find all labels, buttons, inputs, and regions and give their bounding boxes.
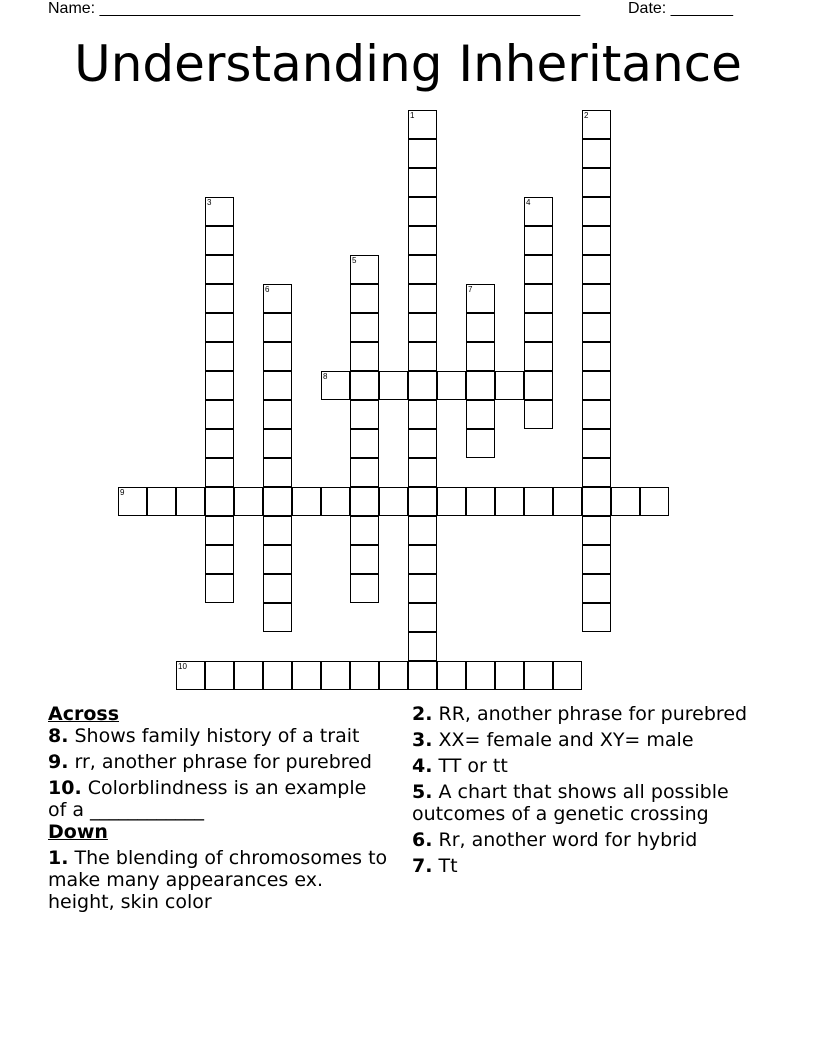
crossword-cell[interactable] [408, 661, 437, 690]
clue-down-1 [48, 847, 388, 913]
clue-across-9 [48, 751, 388, 773]
clue-text: TT or tt [438, 755, 508, 777]
crossword-cell[interactable] [321, 661, 350, 690]
clue-down-4 [412, 755, 757, 777]
clue-start-number: 9 [120, 488, 125, 497]
crossword-cell[interactable] [466, 429, 495, 458]
crossword-cell[interactable] [263, 371, 292, 400]
crossword-cell[interactable] [205, 487, 234, 516]
crossword-cell[interactable] [466, 400, 495, 429]
crossword-cell[interactable] [205, 429, 234, 458]
crossword-cell[interactable] [495, 487, 524, 516]
crossword-cell[interactable] [263, 574, 292, 603]
crossword-cell[interactable] [205, 255, 234, 284]
crossword-cell[interactable] [408, 255, 437, 284]
crossword-cell[interactable] [408, 313, 437, 342]
clue-across-10 [48, 777, 388, 821]
crossword-cell[interactable] [408, 197, 437, 226]
crossword-cell[interactable] [379, 661, 408, 690]
crossword-cell[interactable] [437, 661, 466, 690]
clue-text: Shows family history of a trait [74, 725, 360, 747]
crossword-cell[interactable] [582, 313, 611, 342]
crossword-cell[interactable] [466, 487, 495, 516]
page-title: Understanding Inheritance [74, 35, 742, 93]
crossword-cell[interactable] [205, 661, 234, 690]
crossword-cell[interactable] [553, 661, 582, 690]
crossword-cell[interactable] [408, 226, 437, 255]
crossword-cell[interactable] [582, 429, 611, 458]
crossword-cell[interactable] [582, 603, 611, 632]
crossword-cell[interactable] [350, 284, 379, 313]
crossword-cell[interactable] [263, 429, 292, 458]
crossword-cell[interactable] [350, 342, 379, 371]
crossword-cell[interactable] [408, 371, 437, 400]
crossword-cell[interactable] [408, 168, 437, 197]
clue-down-3 [412, 729, 757, 751]
crossword-cell[interactable] [263, 603, 292, 632]
crossword-cell[interactable] [379, 371, 408, 400]
clue-number: 5. [412, 781, 433, 803]
clue-text: RR, another phrase for purebred [438, 703, 748, 725]
crossword-cell[interactable] [234, 487, 263, 516]
clue-text: XX= female and XY= male [438, 729, 694, 751]
crossword-cell[interactable] [437, 487, 466, 516]
crossword-cell[interactable] [408, 574, 437, 603]
crossword-cell[interactable] [466, 661, 495, 690]
crossword-cell[interactable] [408, 632, 437, 661]
clue-text: A chart that shows all possible outcomes of a genetic crossing [412, 781, 729, 825]
crossword-cell[interactable] [408, 487, 437, 516]
clue-down-5 [412, 781, 757, 825]
crossword-cell[interactable] [582, 255, 611, 284]
clue-down-2 [412, 703, 757, 725]
crossword-cell[interactable] [205, 371, 234, 400]
crossword-cell[interactable] [582, 197, 611, 226]
clue-start-number: 7 [468, 285, 473, 294]
crossword-cell[interactable] [176, 487, 205, 516]
crossword-cell[interactable] [350, 545, 379, 574]
crossword-cell[interactable] [582, 458, 611, 487]
clue-number: 4. [412, 755, 433, 777]
crossword-cell[interactable] [205, 400, 234, 429]
crossword-cell[interactable] [263, 400, 292, 429]
crossword-cell[interactable] [350, 487, 379, 516]
clue-number: 8. [48, 725, 69, 747]
clues-right-column [412, 703, 757, 881]
crossword-cell[interactable] [263, 458, 292, 487]
crossword-cell[interactable] [292, 661, 321, 690]
clue-start-number: 1 [410, 111, 415, 120]
clue-text: The blending of chromosomes to make many appearances ex. height, skin color [48, 847, 388, 913]
date-field[interactable]: Date: _______ [628, 0, 733, 17]
crossword-cell[interactable] [205, 313, 234, 342]
crossword-cell[interactable] [350, 574, 379, 603]
crossword-cell[interactable] [205, 342, 234, 371]
crossword-cell[interactable] [350, 458, 379, 487]
crossword-cell[interactable] [582, 545, 611, 574]
crossword-cell[interactable] [408, 284, 437, 313]
crossword-cell[interactable] [147, 487, 176, 516]
across-heading: Across [48, 703, 120, 725]
crossword-cell[interactable] [205, 516, 234, 545]
clue-number: 10. [48, 777, 82, 799]
crossword-cell[interactable] [582, 371, 611, 400]
clue-start-number: 4 [526, 198, 531, 207]
crossword-cell[interactable] [495, 371, 524, 400]
crossword-cell[interactable] [205, 284, 234, 313]
crossword-cell[interactable] [350, 313, 379, 342]
crossword-cell[interactable] [263, 545, 292, 574]
crossword-cell[interactable] [524, 487, 553, 516]
crossword-cell[interactable] [350, 400, 379, 429]
crossword-cell[interactable] [350, 429, 379, 458]
crossword-cell[interactable] [582, 574, 611, 603]
crossword-cell[interactable] [205, 458, 234, 487]
crossword-cell[interactable] [466, 313, 495, 342]
crossword-cell[interactable] [234, 661, 263, 690]
crossword-cell[interactable] [408, 139, 437, 168]
crossword-cell[interactable] [408, 400, 437, 429]
crossword-cell[interactable] [350, 371, 379, 400]
crossword-cell[interactable] [495, 661, 524, 690]
clue-down-7 [412, 855, 757, 877]
crossword-cell[interactable] [524, 313, 553, 342]
crossword-cell[interactable] [205, 545, 234, 574]
crossword-cell[interactable] [408, 429, 437, 458]
clue-text: rr, another phrase for purebred [74, 751, 372, 773]
clue-text: Tt [438, 855, 458, 877]
clue-across-8 [48, 725, 388, 747]
clue-number: 3. [412, 729, 433, 751]
clue-start-number: 6 [265, 285, 270, 294]
crossword-cell[interactable] [350, 661, 379, 690]
clue-number: 2. [412, 703, 433, 725]
clue-start-number: 5 [352, 256, 357, 265]
clues-left-column [48, 703, 388, 917]
crossword-cell[interactable] [582, 139, 611, 168]
clue-text: Rr, another word for hybrid [438, 829, 698, 851]
crossword-cell[interactable] [582, 516, 611, 545]
crossword-cell[interactable] [524, 342, 553, 371]
clue-start-number: 8 [323, 372, 328, 381]
crossword-cell[interactable] [205, 226, 234, 255]
down-heading: Down [48, 821, 108, 843]
crossword-cell[interactable] [350, 516, 379, 545]
crossword-cell[interactable] [582, 342, 611, 371]
crossword-cell[interactable] [263, 313, 292, 342]
crossword-cell[interactable] [263, 516, 292, 545]
clue-down-6 [412, 829, 757, 851]
crossword-cell[interactable] [263, 342, 292, 371]
clue-start-number: 3 [207, 198, 212, 207]
crossword-cell[interactable] [263, 661, 292, 690]
crossword-cell[interactable] [263, 487, 292, 516]
crossword-cell[interactable] [582, 400, 611, 429]
crossword-cell[interactable] [524, 371, 553, 400]
crossword-cell[interactable] [553, 487, 582, 516]
clue-start-number: 10 [178, 662, 187, 671]
clue-number: 6. [412, 829, 433, 851]
crossword-cell[interactable] [582, 226, 611, 255]
crossword-cell[interactable] [292, 487, 321, 516]
crossword-cell[interactable] [205, 574, 234, 603]
crossword-cell[interactable] [408, 342, 437, 371]
clue-number: 1. [48, 847, 69, 869]
crossword-cell[interactable] [640, 487, 669, 516]
name-field[interactable]: Name: ______________________________________________________ [48, 0, 581, 17]
crossword-cell[interactable] [466, 342, 495, 371]
crossword-cell[interactable] [379, 487, 408, 516]
clue-number: 9. [48, 751, 69, 773]
clue-text: Colorblindness is an example of a ____________ [48, 777, 367, 821]
crossword-cell[interactable] [408, 458, 437, 487]
crossword-cell[interactable] [524, 400, 553, 429]
crossword-cell[interactable] [408, 603, 437, 632]
crossword-cell[interactable] [437, 371, 466, 400]
clue-number: 7. [412, 855, 433, 877]
crossword-cell[interactable] [408, 545, 437, 574]
crossword-cell[interactable] [321, 487, 350, 516]
crossword-cell[interactable] [408, 516, 437, 545]
crossword-cell[interactable] [466, 371, 495, 400]
crossword-cell[interactable] [582, 487, 611, 516]
crossword-cell[interactable] [582, 168, 611, 197]
crossword-cell[interactable] [611, 487, 640, 516]
crossword-cell[interactable] [524, 226, 553, 255]
crossword-cell[interactable] [524, 661, 553, 690]
crossword-cell[interactable] [582, 284, 611, 313]
crossword-cell[interactable] [524, 284, 553, 313]
crossword-cell[interactable] [524, 255, 553, 284]
clue-start-number: 2 [584, 111, 589, 120]
